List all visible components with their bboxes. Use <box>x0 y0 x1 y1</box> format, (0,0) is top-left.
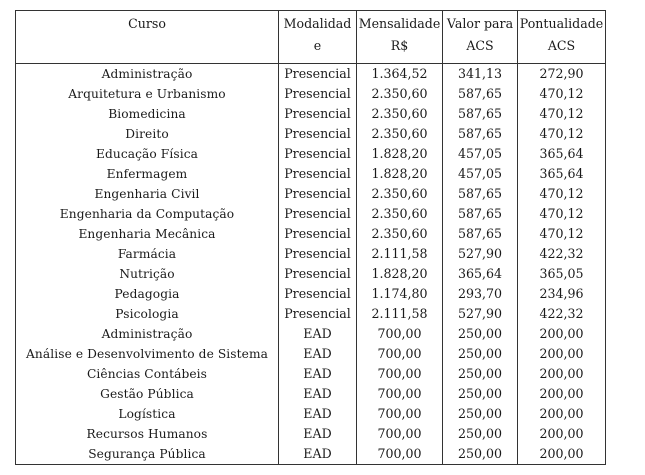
cell-modalidade: Presencial <box>279 224 357 244</box>
cell-mensalidade: 1.174,80 <box>357 284 443 304</box>
cell-modalidade: EAD <box>279 344 357 364</box>
table-row <box>16 264 606 284</box>
cell-valor-acs: 250,00 <box>443 424 518 444</box>
cell-modalidade: Presencial <box>279 184 357 204</box>
header-mensalidade-line2: R$ <box>390 38 409 53</box>
cell-valor-acs: 587,65 <box>443 104 518 124</box>
cell-modalidade: Presencial <box>279 244 357 264</box>
cell-valor-acs: 587,65 <box>443 204 518 224</box>
cell-modalidade: EAD <box>279 364 357 384</box>
cell-valor-acs: 293,70 <box>443 284 518 304</box>
cell-mensalidade: 1.828,20 <box>357 144 443 164</box>
cell-pontualidade: 470,12 <box>518 224 606 244</box>
cell-curso: Psicologia <box>16 304 279 324</box>
cell-pontualidade: 470,12 <box>518 124 606 144</box>
cell-modalidade: EAD <box>279 444 357 465</box>
cell-curso: Engenharia Civil <box>16 184 279 204</box>
header-mensalidade-line1: Mensalidade <box>358 16 441 31</box>
header-valor-acs-line2: ACS <box>466 38 494 53</box>
header-row <box>16 11 606 64</box>
cell-mensalidade: 700,00 <box>357 384 443 404</box>
cell-pontualidade: 470,12 <box>518 104 606 124</box>
cell-pontualidade: 200,00 <box>518 424 606 444</box>
cell-valor-acs: 250,00 <box>443 384 518 404</box>
cell-curso: Enfermagem <box>16 164 279 184</box>
cell-mensalidade: 700,00 <box>357 444 443 465</box>
cell-valor-acs: 250,00 <box>443 324 518 344</box>
header-modalidade <box>279 11 357 64</box>
cell-valor-acs: 457,05 <box>443 144 518 164</box>
cell-mensalidade: 2.111,58 <box>357 304 443 324</box>
cell-pontualidade: 200,00 <box>518 344 606 364</box>
header-mensalidade <box>357 11 443 64</box>
cell-curso: Administração <box>16 64 279 85</box>
cell-modalidade: Presencial <box>279 204 357 224</box>
cell-pontualidade: 200,00 <box>518 384 606 404</box>
header-pontualidade-line2: ACS <box>547 38 576 53</box>
cell-pontualidade: 272,90 <box>518 64 606 85</box>
cell-curso: Recursos Humanos <box>16 424 279 444</box>
cell-modalidade: Presencial <box>279 264 357 284</box>
cell-mensalidade: 2.350,60 <box>357 184 443 204</box>
cell-pontualidade: 470,12 <box>518 84 606 104</box>
cell-modalidade: Presencial <box>279 124 357 144</box>
cell-valor-acs: 365,64 <box>443 264 518 284</box>
cell-pontualidade: 200,00 <box>518 324 606 344</box>
cell-mensalidade: 2.350,60 <box>357 224 443 244</box>
cell-curso: Segurança Pública <box>16 444 279 465</box>
cell-valor-acs: 341,13 <box>443 64 518 85</box>
table-row <box>16 444 606 465</box>
cell-mensalidade: 700,00 <box>357 344 443 364</box>
cell-valor-acs: 250,00 <box>443 444 518 465</box>
cell-curso: Biomedicina <box>16 104 279 124</box>
cell-pontualidade: 200,00 <box>518 404 606 424</box>
cell-mensalidade: 700,00 <box>357 424 443 444</box>
cell-mensalidade: 1.828,20 <box>357 164 443 184</box>
header-modalidade-line1: Modalidad <box>283 16 352 31</box>
table-row <box>16 144 606 164</box>
price-table-container <box>15 10 606 465</box>
cell-mensalidade: 700,00 <box>357 404 443 424</box>
table-row <box>16 84 606 104</box>
cell-modalidade: EAD <box>279 384 357 404</box>
cell-curso: Engenharia da Computação <box>16 204 279 224</box>
cell-mensalidade: 2.111,58 <box>357 244 443 264</box>
cell-mensalidade: 2.350,60 <box>357 124 443 144</box>
cell-valor-acs: 587,65 <box>443 184 518 204</box>
cell-mensalidade: 1.364,52 <box>357 64 443 85</box>
cell-pontualidade: 365,05 <box>518 264 606 284</box>
cell-valor-acs: 250,00 <box>443 404 518 424</box>
cell-modalidade: Presencial <box>279 304 357 324</box>
header-valor-acs <box>443 11 518 64</box>
cell-mensalidade: 2.350,60 <box>357 104 443 124</box>
table-row <box>16 224 606 244</box>
cell-valor-acs: 457,05 <box>443 164 518 184</box>
cell-modalidade: Presencial <box>279 164 357 184</box>
cell-mensalidade: 1.828,20 <box>357 264 443 284</box>
cell-modalidade: EAD <box>279 424 357 444</box>
cell-mensalidade: 700,00 <box>357 324 443 344</box>
cell-curso: Nutrição <box>16 264 279 284</box>
cell-pontualidade: 200,00 <box>518 364 606 384</box>
table-body <box>16 64 606 465</box>
header-valor-acs-line1: Valor para <box>446 16 514 31</box>
table-row <box>16 284 606 304</box>
table-row <box>16 324 606 344</box>
cell-mensalidade: 2.350,60 <box>357 204 443 224</box>
cell-modalidade: Presencial <box>279 64 357 85</box>
table-row <box>16 404 606 424</box>
header-curso-label: Curso <box>128 16 166 31</box>
cell-pontualidade: 422,32 <box>518 244 606 264</box>
cell-curso: Educação Física <box>16 144 279 164</box>
cell-valor-acs: 587,65 <box>443 84 518 104</box>
header-pontualidade <box>518 11 606 64</box>
cell-modalidade: Presencial <box>279 84 357 104</box>
table-row <box>16 384 606 404</box>
header-modalidade-line2: e <box>313 38 322 53</box>
cell-curso: Gestão Pública <box>16 384 279 404</box>
table-row <box>16 424 606 444</box>
cell-curso: Direito <box>16 124 279 144</box>
table-row <box>16 124 606 144</box>
cell-pontualidade: 234,96 <box>518 284 606 304</box>
cell-modalidade: Presencial <box>279 104 357 124</box>
cell-curso: Farmácia <box>16 244 279 264</box>
cell-modalidade: EAD <box>279 404 357 424</box>
table-row <box>16 244 606 264</box>
cell-valor-acs: 250,00 <box>443 344 518 364</box>
table-row <box>16 164 606 184</box>
cell-modalidade: EAD <box>279 324 357 344</box>
table-row <box>16 64 606 85</box>
cell-modalidade: Presencial <box>279 144 357 164</box>
price-table <box>15 10 606 465</box>
table-row <box>16 204 606 224</box>
cell-curso: Engenharia Mecânica <box>16 224 279 244</box>
cell-valor-acs: 587,65 <box>443 124 518 144</box>
cell-curso: Pedagogia <box>16 284 279 304</box>
cell-pontualidade: 365,64 <box>518 144 606 164</box>
cell-pontualidade: 422,32 <box>518 304 606 324</box>
table-row <box>16 304 606 324</box>
cell-pontualidade: 365,64 <box>518 164 606 184</box>
table-header <box>16 11 606 64</box>
header-curso <box>16 11 279 64</box>
table-row <box>16 364 606 384</box>
cell-valor-acs: 527,90 <box>443 244 518 264</box>
header-pontualidade-line1: Pontualidade <box>519 16 604 31</box>
table-row <box>16 344 606 364</box>
table-row <box>16 104 606 124</box>
table-row <box>16 184 606 204</box>
cell-modalidade: Presencial <box>279 284 357 304</box>
cell-curso: Ciências Contábeis <box>16 364 279 384</box>
cell-curso: Análise e Desenvolvimento de Sistema <box>16 344 279 364</box>
cell-valor-acs: 527,90 <box>443 304 518 324</box>
cell-pontualidade: 470,12 <box>518 184 606 204</box>
cell-valor-acs: 587,65 <box>443 224 518 244</box>
cell-valor-acs: 250,00 <box>443 364 518 384</box>
cell-curso: Arquitetura e Urbanismo <box>16 84 279 104</box>
cell-pontualidade: 470,12 <box>518 204 606 224</box>
cell-curso: Logística <box>16 404 279 424</box>
cell-pontualidade: 200,00 <box>518 444 606 465</box>
cell-mensalidade: 2.350,60 <box>357 84 443 104</box>
cell-mensalidade: 700,00 <box>357 364 443 384</box>
cell-curso: Administração <box>16 324 279 344</box>
